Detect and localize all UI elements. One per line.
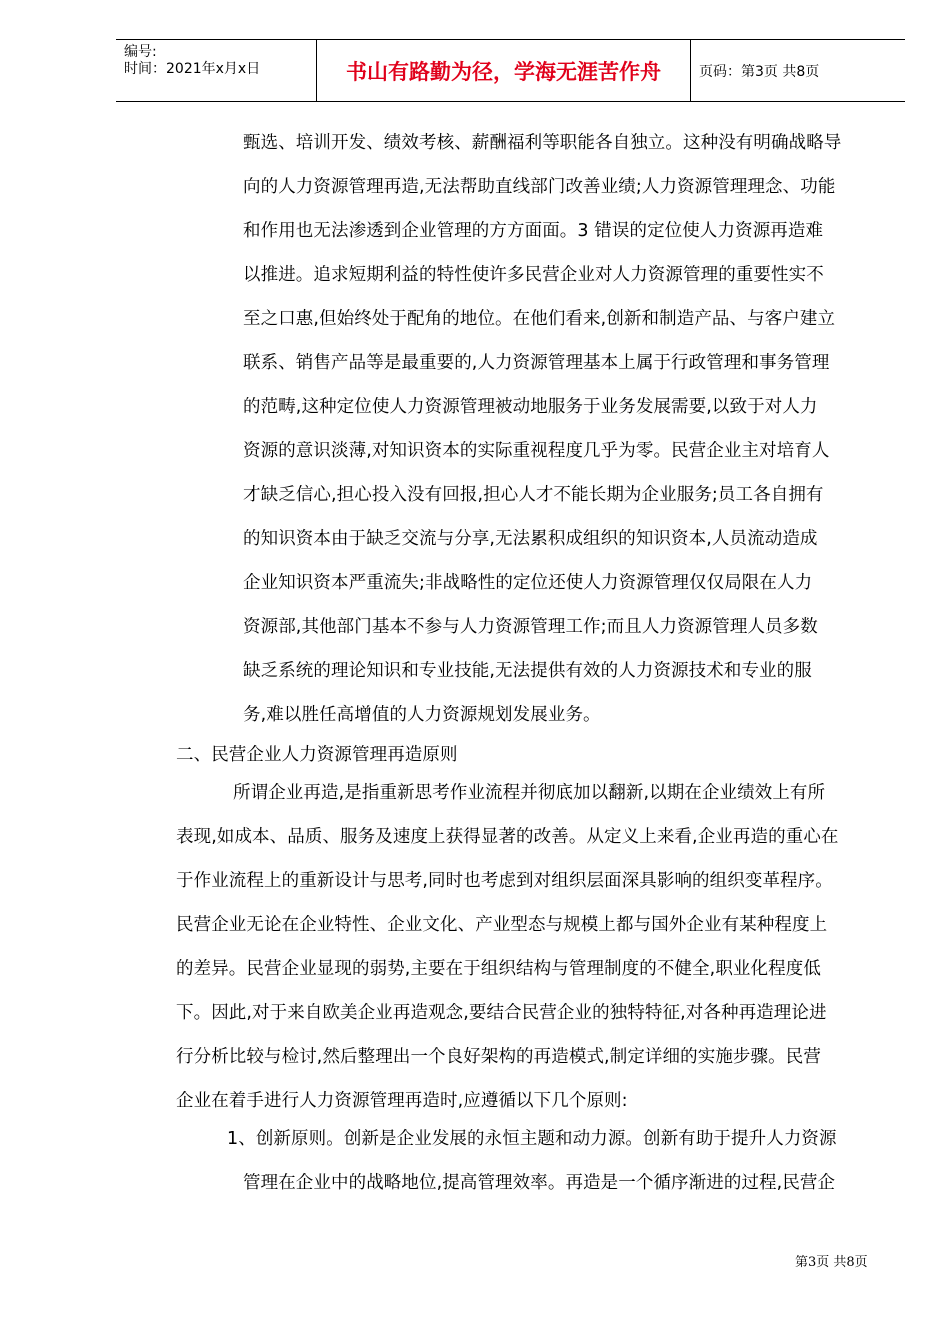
page-footer-number: 第3页 共8页 — [795, 1255, 868, 1270]
text-line: 民营企业无论在企业特性、企业文化、产业型态与规模上都与国外企业有某种程度上 — [176, 915, 828, 935]
text-line: 下。因此,对于来自欧美企业再造观念,要结合民营企业的独特特征,对各种再造理论进 — [176, 1003, 827, 1023]
text-line: 的差异。民营企业显现的弱势,主要在于组织结构与管理制度的不健全,职业化程度低 — [176, 959, 821, 979]
text-line: 缺乏系统的理论知识和专业技能,无法提供有效的人力资源技术和专业的服 — [243, 661, 812, 681]
header-motto: 书山有路勤为径，学海无涯苦作舟 — [317, 40, 691, 101]
text-line: 才缺乏信心,担心投入没有回报,担心人才不能长期为企业服务;员工各自拥有 — [243, 485, 824, 505]
text-line: 以推进。追求短期利益的特性使许多民营企业对人力资源管理的重要性实不 — [243, 265, 824, 285]
text-line: 联系、销售产品等是最重要的,人力资源管理基本上属于行政管理和事务管理 — [243, 353, 830, 373]
text-line: 所谓企业再造,是指重新思考作业流程并彻底加以翻新,以期在企业绩效上有所 — [233, 783, 826, 803]
text-line: 向的人力资源管理再造,无法帮助直线部门改善业绩;人力资源管理理念、功能 — [243, 177, 836, 197]
text-line: 管理在企业中的战略地位,提高管理效率。再造是一个循序渐进的过程,民营企 — [243, 1173, 836, 1193]
text-line: 甄选、培训开发、绩效考核、薪酬福利等职能各自独立。这种没有明确战略导 — [243, 133, 842, 153]
text-line: 1、创新原则。创新是企业发展的永恒主题和动力源。创新有助于提升人力资源 — [227, 1129, 837, 1149]
section-heading: 二、民营企业人力资源管理再造原则 — [176, 745, 458, 765]
header-page-label: 页码：第3页 共8页 — [699, 63, 820, 80]
text-line: 至之口惠,但始终处于配角的地位。在他们看来,创新和制造产品、与客户建立 — [243, 309, 836, 329]
header-info-cell — [116, 40, 317, 101]
text-line: 于作业流程上的重新设计与思考,同时也考虑到对组织层面深具影响的组织变革程序。 — [176, 871, 833, 891]
text-line: 行分析比较与检讨,然后整理出一个良好架构的再造模式,制定详细的实施步骤。民营 — [176, 1047, 821, 1067]
text-line: 资源的意识淡薄,对知识资本的实际重视程度几乎为零。民营企业主对培育人 — [243, 441, 830, 461]
text-line: 的知识资本由于缺乏交流与分享,无法累积成组织的知识资本,人员流动造成 — [243, 529, 818, 549]
text-line: 企业在着手进行人力资源管理再造时,应遵循以下几个原则: — [176, 1091, 628, 1111]
text-line: 务,难以胜任高增值的人力资源规划发展业务。 — [243, 705, 601, 725]
text-line: 的范畴,这种定位使人力资源管理被动地服务于业务发展需要,以致于对人力 — [243, 397, 818, 417]
text-line: 和作用也无法渗透到企业管理的方方面面。3 错误的定位使人力资源再造难 — [243, 221, 824, 241]
text-line: 资源部,其他部门基本不参与人力资源管理工作;而且人力资源管理人员多数 — [243, 617, 818, 637]
text-line: 表现,如成本、品质、服务及速度上获得显著的改善。从定义上来看,企业再造的重心在 — [176, 827, 839, 847]
page-header — [116, 39, 905, 102]
number-label: 编号: — [124, 44, 157, 60]
time-label: 时间：2021年x月x日 — [124, 61, 261, 77]
text-line: 企业知识资本严重流失;非战略性的定位还使人力资源管理仅仅局限在人力 — [243, 573, 813, 593]
